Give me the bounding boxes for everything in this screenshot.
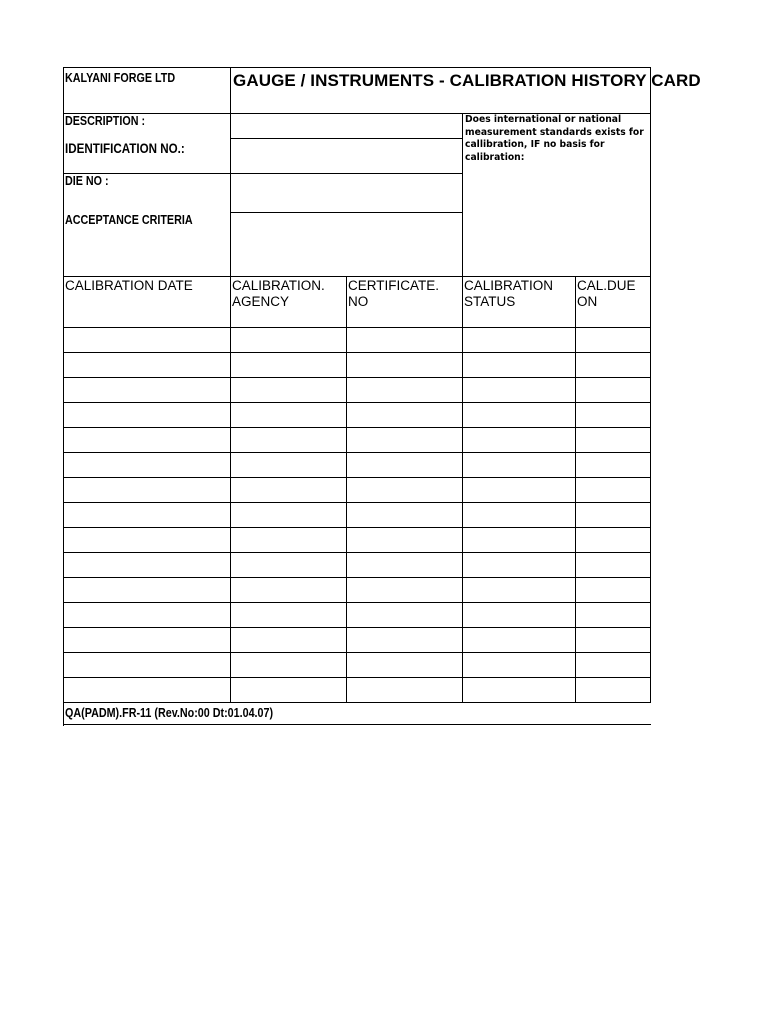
table-cell[interactable] [463,578,575,602]
table-cell[interactable] [64,578,230,602]
acceptance-criteria-label: ACCEPTANCE CRITERIA [65,213,193,227]
table-cell[interactable] [463,653,575,677]
table-cell[interactable] [347,478,462,502]
table-cell[interactable] [576,628,650,652]
table-cell[interactable] [463,428,575,452]
table-cell[interactable] [576,528,650,552]
table-cell[interactable] [463,503,575,527]
table-cell[interactable] [64,478,230,502]
acceptance-criteria-field[interactable] [231,213,462,276]
table-cell[interactable] [576,453,650,477]
identification-label: IDENTIFICATION NO.: [65,141,185,156]
table-cell[interactable] [64,403,230,427]
identification-field[interactable] [231,139,462,173]
table-cell[interactable] [463,353,575,377]
die-no-label: DIE NO : [65,174,109,188]
table-cell[interactable] [231,503,346,527]
table-cell[interactable] [463,453,575,477]
table-cell[interactable] [231,353,346,377]
table-cell[interactable] [347,553,462,577]
table-cell[interactable] [64,528,230,552]
table-cell[interactable] [576,503,650,527]
table-cell[interactable] [576,428,650,452]
table-cell[interactable] [231,528,346,552]
table-cell[interactable] [231,378,346,402]
table-cell[interactable] [463,378,575,402]
table-cell[interactable] [463,328,575,352]
table-cell[interactable] [576,653,650,677]
table-cell[interactable] [463,403,575,427]
table-cell[interactable] [347,353,462,377]
table-cell[interactable] [64,378,230,402]
table-cell[interactable] [231,653,346,677]
table-cell[interactable] [576,678,650,702]
table-cell[interactable] [347,328,462,352]
table-cell[interactable] [576,328,650,352]
table-cell[interactable] [347,653,462,677]
table-cell[interactable] [64,678,230,702]
table-cell[interactable] [64,453,230,477]
column-header: CALIBRATION. AGENCY [232,278,325,309]
table-cell[interactable] [463,628,575,652]
table-row-line [63,702,651,703]
table-cell[interactable] [231,553,346,577]
table-cell[interactable] [347,678,462,702]
table-cell[interactable] [64,503,230,527]
table-cell[interactable] [64,628,230,652]
table-top-line [63,276,651,277]
form-title: GAUGE / INSTRUMENTS - CALIBRATION HISTORY CARD [233,71,701,90]
table-cell[interactable] [64,553,230,577]
table-cell[interactable] [576,378,650,402]
die-no-field[interactable] [231,174,462,212]
table-cell[interactable] [576,603,650,627]
table-cell[interactable] [231,328,346,352]
table-cell[interactable] [347,628,462,652]
column-header: CAL.DUE ON [577,278,636,309]
standards-note: Does international or national measurement standards exists for callibration, IF no basis for calibration: [465,114,644,163]
table-cell[interactable] [64,328,230,352]
table-cell[interactable] [231,678,346,702]
table-cell[interactable] [347,603,462,627]
table-cell[interactable] [347,403,462,427]
table-cell[interactable] [64,653,230,677]
description-field[interactable] [231,114,462,138]
footer-bottom-line [63,724,651,725]
table-cell[interactable] [576,403,650,427]
table-cell[interactable] [231,428,346,452]
table-cell[interactable] [64,603,230,627]
table-cell[interactable] [463,603,575,627]
table-cell[interactable] [463,478,575,502]
table-cell[interactable] [463,553,575,577]
note-column-divider [462,113,463,276]
table-cell[interactable] [576,578,650,602]
table-cell[interactable] [576,478,650,502]
table-cell[interactable] [576,553,650,577]
table-cell[interactable] [64,353,230,377]
table-cell[interactable] [347,528,462,552]
table-cell[interactable] [347,378,462,402]
company-name: KALYANI FORGE LTD [65,71,176,85]
table-cell[interactable] [64,428,230,452]
table-cell[interactable] [347,503,462,527]
table-cell[interactable] [347,453,462,477]
table-column-line [650,276,651,703]
table-cell[interactable] [231,453,346,477]
table-cell[interactable] [463,528,575,552]
table-cell[interactable] [347,578,462,602]
table-cell[interactable] [231,628,346,652]
column-header: CALIBRATION DATE [65,278,193,293]
table-cell[interactable] [463,678,575,702]
top-border [63,67,651,68]
table-cell[interactable] [576,353,650,377]
description-label: DESCRIPTION : [65,114,146,128]
calibration-history-card [63,67,701,726]
table-cell[interactable] [231,578,346,602]
table-cell[interactable] [231,603,346,627]
table-cell[interactable] [231,478,346,502]
table-cell[interactable] [347,428,462,452]
form-reference: QA(PADM).FR-11 (Rev.No:00 Dt:01.04.07) [65,706,274,720]
column-header: CALIBRATION STATUS [464,278,554,309]
column-header: CERTIFICATE. NO [348,278,440,309]
table-cell[interactable] [231,403,346,427]
